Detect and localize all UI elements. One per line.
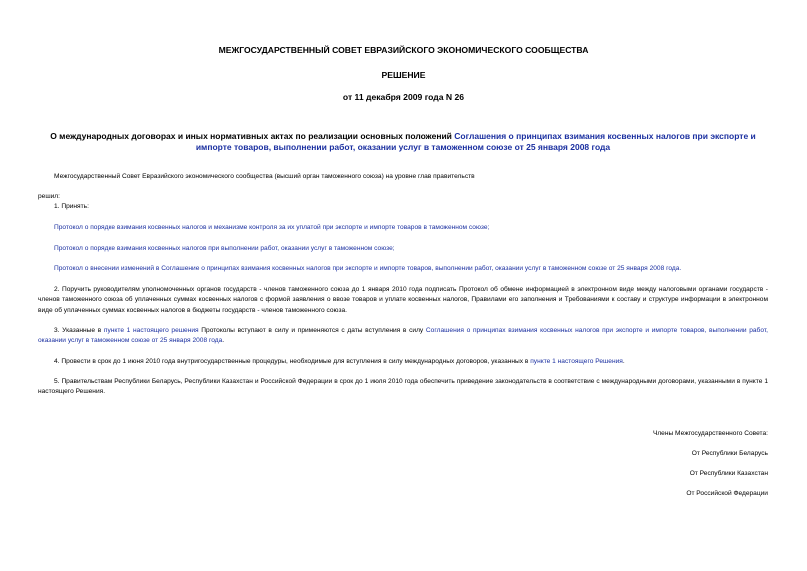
item-4-text-c: . bbox=[622, 358, 625, 365]
item-4-point1-link[interactable]: пункте 1 настоящего Решения bbox=[530, 358, 623, 365]
resolved-label: решил: bbox=[38, 193, 60, 200]
title-prefix: О международных договорах и иных нормативных актах по реализации основных положений bbox=[50, 131, 455, 141]
item-3-text-a: 3. Указанные в bbox=[54, 327, 104, 334]
item-2: 2. Поручить руководителям уполномоченных органов государств - членов таможенного союза до 1 января 2010 года подписать Протокол об обмене информацией в электронном виде между налоговыми органами государств - членов таможенного союза об уплаченных суммах косвенных налогов с формой заявления о ввозе товаров и уплате косвенных налогов, Правилами его заполнения и Требованиями к составу и структуре информации в электронном виде об уплаченных суммах косвенных налогов в бюджеты государств - членов таможенного союза. bbox=[38, 286, 768, 314]
item-5: 5. Правительствам Республики Беларусь, Республики Казахстан и Российской Федерации в срок до 1 июля 2010 года обеспечить приведение законодательств в соответствие с международными договорами, указанными в пункте 1 настоящего Решения. bbox=[38, 378, 768, 396]
item-3 bbox=[38, 326, 768, 347]
org-heading: МЕЖГОСУДАРСТВЕННЫЙ СОВЕТ ЕВРАЗИЙСКОГО ЭКОНОМИЧЕСКОГО СООБЩЕСТВА bbox=[218, 45, 589, 55]
item-3-point1-link[interactable]: пункте 1 настоящего решения bbox=[103, 327, 199, 334]
title-agreement-link[interactable]: Соглашения о принципах взимания косвенных налогов при экспорте и импорте товаров, выполнении работ, оказании услуг в таможенном союзе от 25 января 2008 года bbox=[195, 131, 756, 153]
protocol-1-link[interactable]: Протокол о порядке взимания косвенных налогов и механизме контроля за их уплатой при экспорте и импорте товаров в таможенном союзе; bbox=[54, 224, 490, 231]
item-1: 1. Принять: bbox=[54, 203, 89, 210]
doc-type-heading: РЕШЕНИЕ bbox=[381, 70, 426, 80]
protocol-3-link[interactable]: Протокол о внесении изменений в Соглашение о принципах взимания косвенных налогов при экспорте и импорте товаров, выполнении работ, оказании услуг в таможенном союзе от 25 января 2008 года. bbox=[54, 265, 682, 272]
signatures-heading: Члены Межгосударственного Совета: bbox=[652, 430, 768, 437]
item-4 bbox=[38, 357, 768, 367]
document-title bbox=[38, 131, 768, 153]
signature-kazakhstan: От Республики Казахстан bbox=[689, 470, 768, 477]
signature-russia: От Российской Федерации bbox=[686, 490, 768, 497]
item-3-text-b: Протоколы вступают в силу и применяются с даты вступления в силу bbox=[198, 327, 426, 334]
item-3-agreement-link[interactable]: Соглашения о принципах взимания косвенных налогов при экспорте и импорте товаров, выполнении работ, оказании услуг в таможенном союзе от 25 января 2008 года bbox=[38, 327, 768, 345]
intro-paragraph: Межгосударственный Совет Евразийского экономического сообщества (высший орган таможенного союза) на уровне глав правительств bbox=[54, 173, 475, 180]
signature-belarus: От Республики Беларусь bbox=[691, 450, 768, 457]
protocol-2-link[interactable]: Протокол о порядке взимания косвенных налогов при выполнении работ, оказании услуг в таможенном союзе; bbox=[54, 245, 395, 252]
item-3-text-c: . bbox=[222, 337, 225, 345]
item-4-text-a: 4. Провести в срок до 1 июня 2010 года внутригосударственные процедуры, необходимые для вступления в силу международных договоров, указанных в bbox=[54, 358, 531, 365]
doc-date: от 11 декабря 2009 года N 26 bbox=[342, 92, 465, 102]
